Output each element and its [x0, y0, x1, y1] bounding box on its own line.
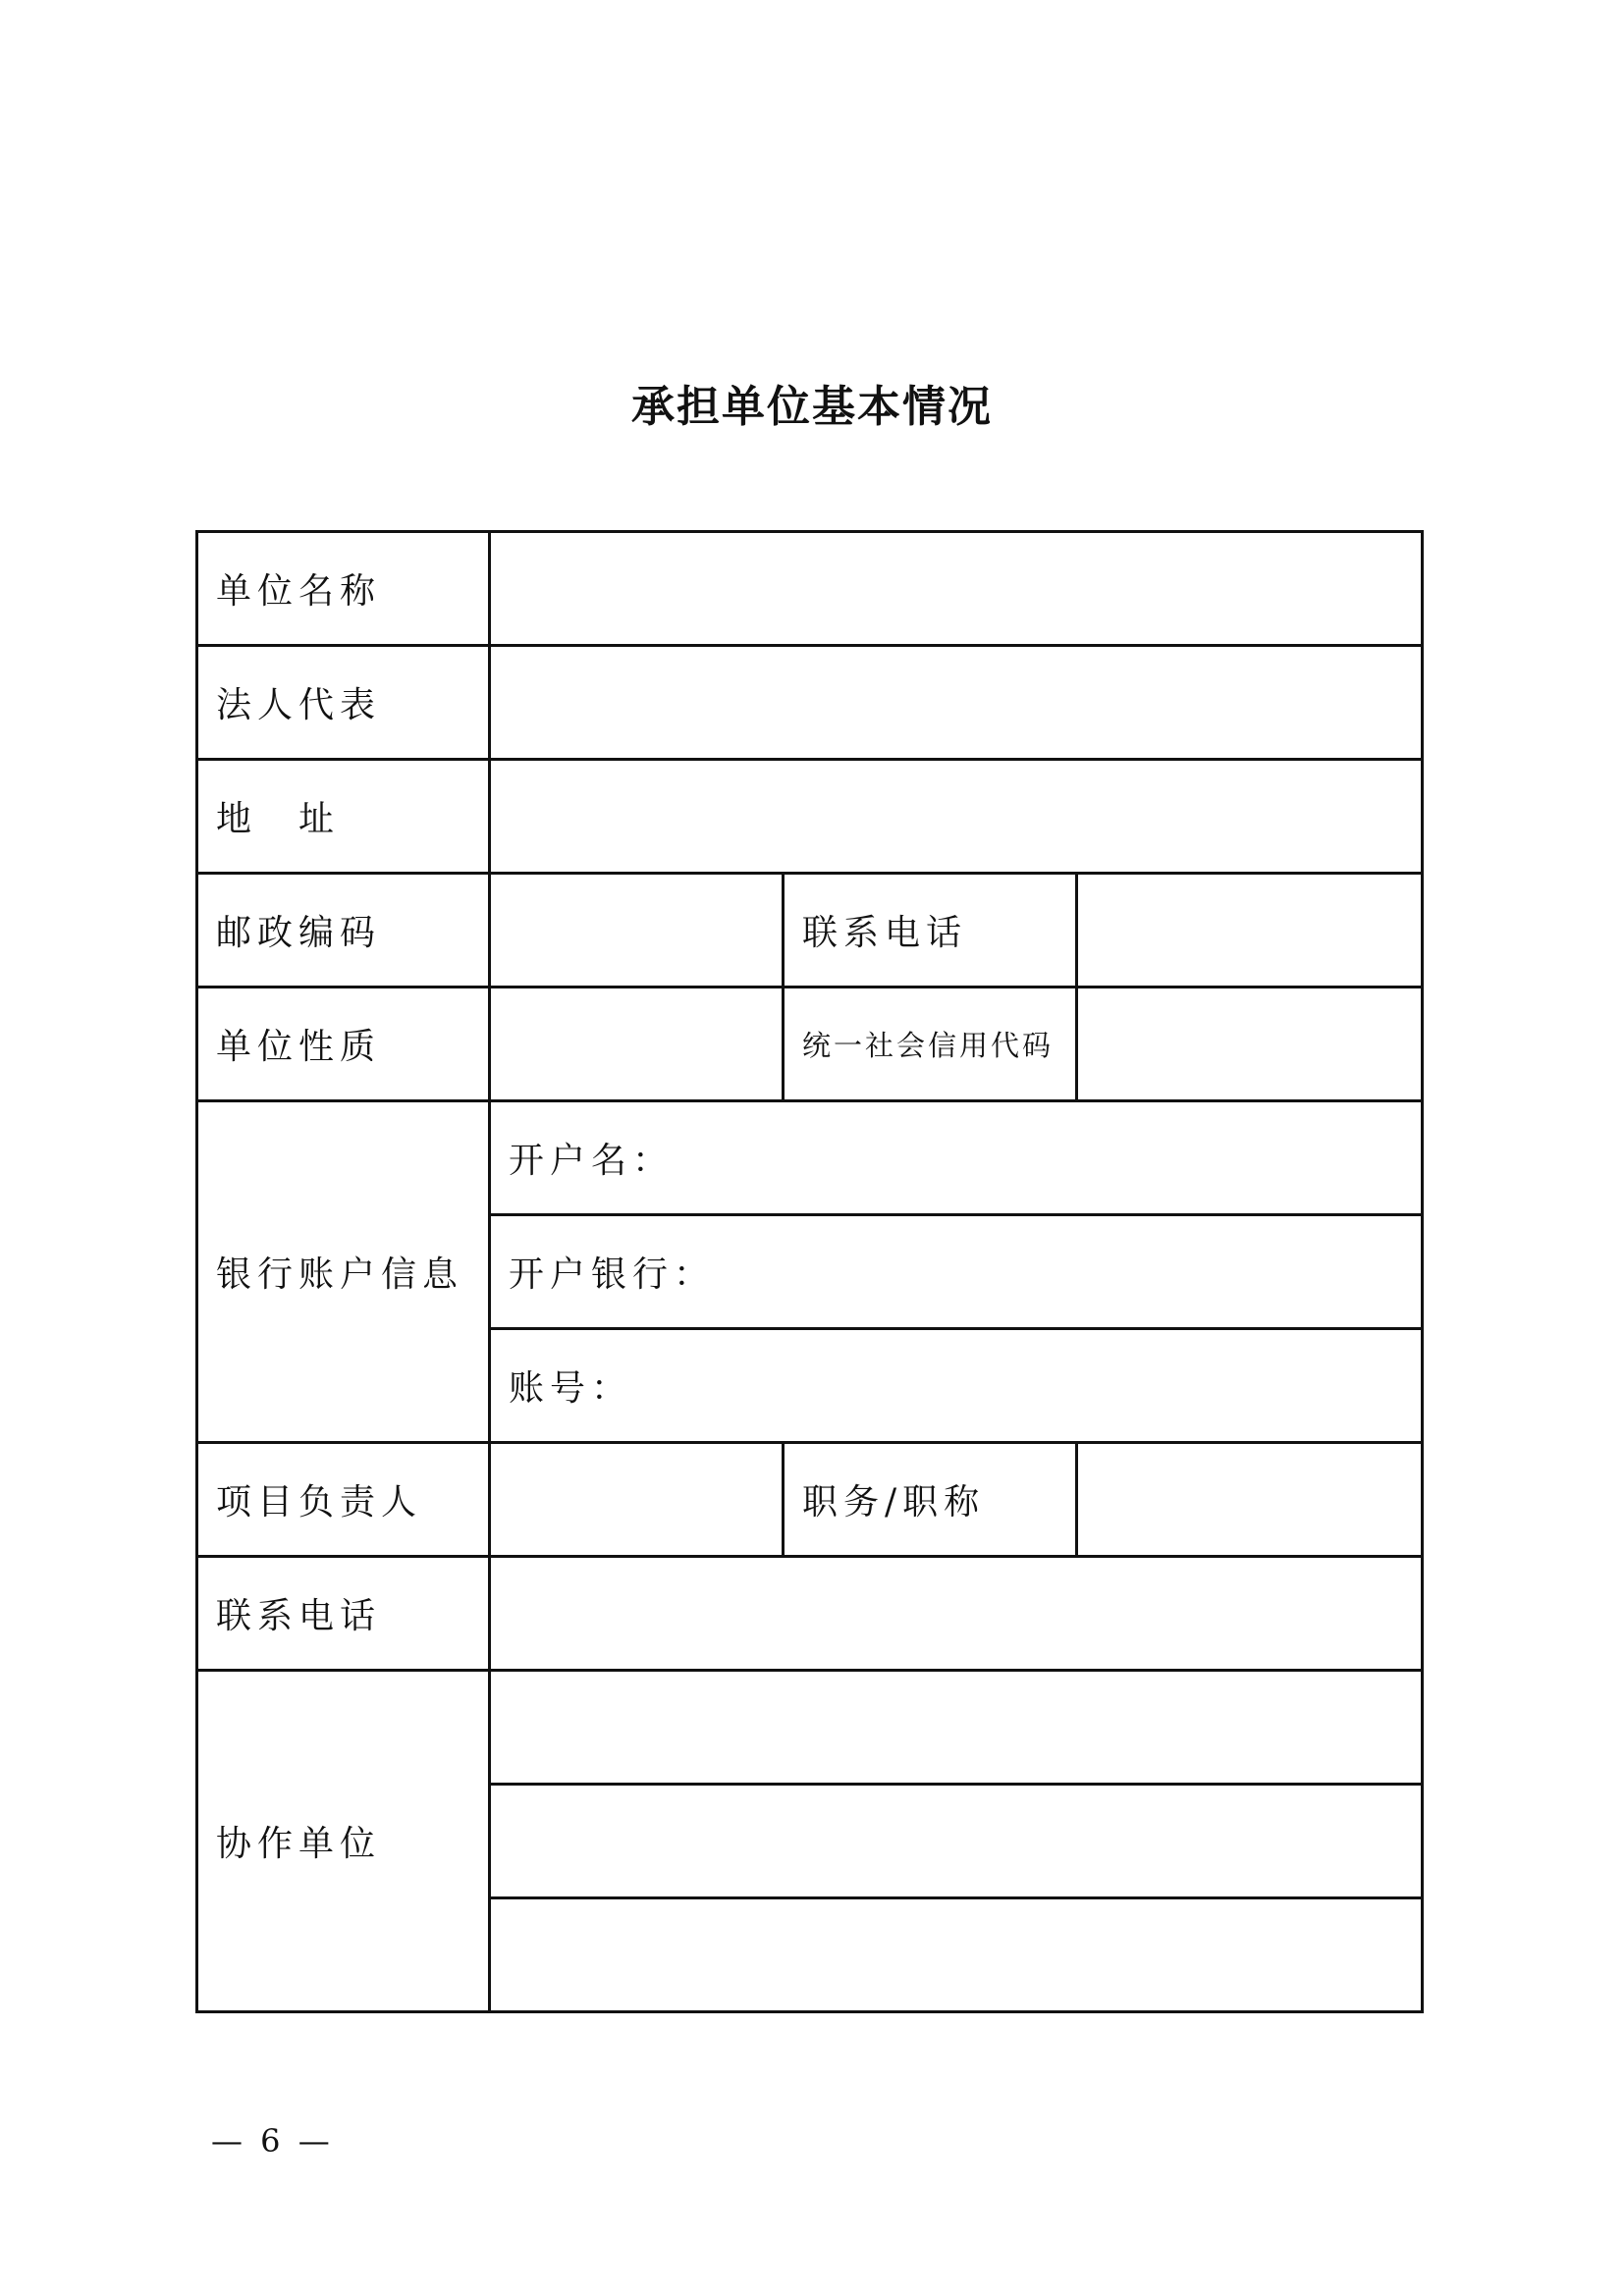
table-row [197, 646, 1423, 760]
partner-units-label: 协作单位 [197, 1671, 490, 2012]
contact-phone-label: 联系电话 [784, 874, 1077, 988]
unit-type-label: 单位性质 [197, 988, 490, 1101]
partner-unit-field-3[interactable] [490, 1898, 1423, 2012]
legal-rep-field[interactable] [490, 646, 1423, 760]
address-label: 地 址 [197, 760, 490, 874]
unit-type-field[interactable] [490, 988, 784, 1101]
table-row [197, 760, 1423, 874]
partner-unit-field-1[interactable] [490, 1671, 1423, 1785]
lead-phone-label: 联系电话 [197, 1557, 490, 1671]
unit-name-field[interactable] [490, 532, 1423, 646]
account-no-field[interactable] [490, 1329, 1423, 1443]
partner-unit-field-2[interactable] [490, 1785, 1423, 1898]
project-lead-field[interactable] [490, 1443, 784, 1557]
table-row [197, 532, 1423, 646]
credit-code-label: 统一社会信用代码 [784, 988, 1077, 1101]
account-name-field[interactable] [490, 1101, 1423, 1215]
page-title: 承担单位基本情况 [631, 382, 993, 432]
table-row [197, 988, 1423, 1101]
account-no-label: 账号： [509, 1368, 633, 1409]
table-row [197, 1443, 1423, 1557]
contact-phone-field[interactable] [1077, 874, 1423, 988]
lead-phone-field[interactable] [490, 1557, 1423, 1671]
bank-name-field[interactable] [490, 1215, 1423, 1329]
project-lead-label: 项目负责人 [197, 1443, 490, 1557]
postcode-label: 邮政编码 [197, 874, 490, 988]
bank-name-label: 开户银行： [509, 1255, 716, 1295]
position-title-field[interactable] [1077, 1443, 1423, 1557]
page-number: — 6 — [211, 2122, 334, 2160]
legal-rep-label: 法人代表 [197, 646, 490, 760]
bank-info-label: 银行账户信息 [197, 1101, 490, 1443]
table-row [197, 1671, 1423, 1785]
account-name-label: 开户名： [509, 1141, 675, 1181]
postcode-field[interactable] [490, 874, 784, 988]
address-field[interactable] [490, 760, 1423, 874]
table-row [197, 1557, 1423, 1671]
table-row [197, 874, 1423, 988]
credit-code-field[interactable] [1077, 988, 1423, 1101]
table-row [197, 1101, 1423, 1215]
unit-name-label: 单位名称 [197, 532, 490, 646]
unit-info-table [195, 530, 1424, 2013]
position-title-label: 职务/职称 [784, 1443, 1077, 1557]
